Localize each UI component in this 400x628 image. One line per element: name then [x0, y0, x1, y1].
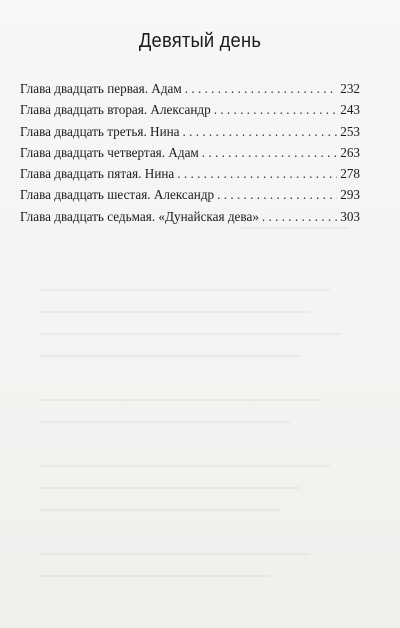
toc-entry-page: 232: [340, 81, 360, 96]
show-through-texture: [0, 220, 400, 628]
toc-entry-page: 243: [340, 102, 360, 118]
dot-leader: [262, 206, 337, 227]
dot-leader: [177, 163, 337, 184]
table-of-contents: [20, 78, 360, 227]
toc-entry-title: Глава двадцать седьмая. «Дунайская дева»: [20, 208, 259, 224]
toc-entry-page: 293: [340, 187, 360, 203]
dot-leader: [202, 142, 337, 163]
toc-entry: [20, 142, 360, 163]
toc-entry: [20, 163, 360, 184]
toc-entry: [20, 184, 360, 205]
toc-entry-title: Глава двадцать третья. Нина: [20, 123, 180, 139]
toc-entry-page: 278: [340, 166, 360, 182]
toc-entry: [20, 78, 360, 99]
toc-entry-page: 303: [340, 208, 360, 224]
toc-entry-title: Глава двадцать четвертая. Адам: [20, 144, 199, 160]
toc-entry-title: Глава двадцать пятая. Нина: [20, 166, 175, 182]
toc-entry-title: Глава двадцать шестая. Александр: [20, 187, 215, 203]
toc-entry-page: 263: [340, 144, 360, 160]
dot-leader: [214, 99, 338, 120]
dot-leader: [217, 184, 337, 205]
toc-entry: [20, 99, 360, 120]
section-heading: Девятый день: [138, 30, 262, 52]
toc-entry-page: 253: [340, 123, 360, 139]
dot-leader: [185, 78, 337, 99]
toc-entry-title: Глава двадцать вторая. Александр: [20, 102, 211, 118]
toc-entry: [20, 121, 360, 142]
dot-leader: [183, 121, 338, 142]
toc-entry: [20, 206, 360, 227]
toc-entry-title: Глава двадцать первая. Адам: [20, 81, 182, 96]
